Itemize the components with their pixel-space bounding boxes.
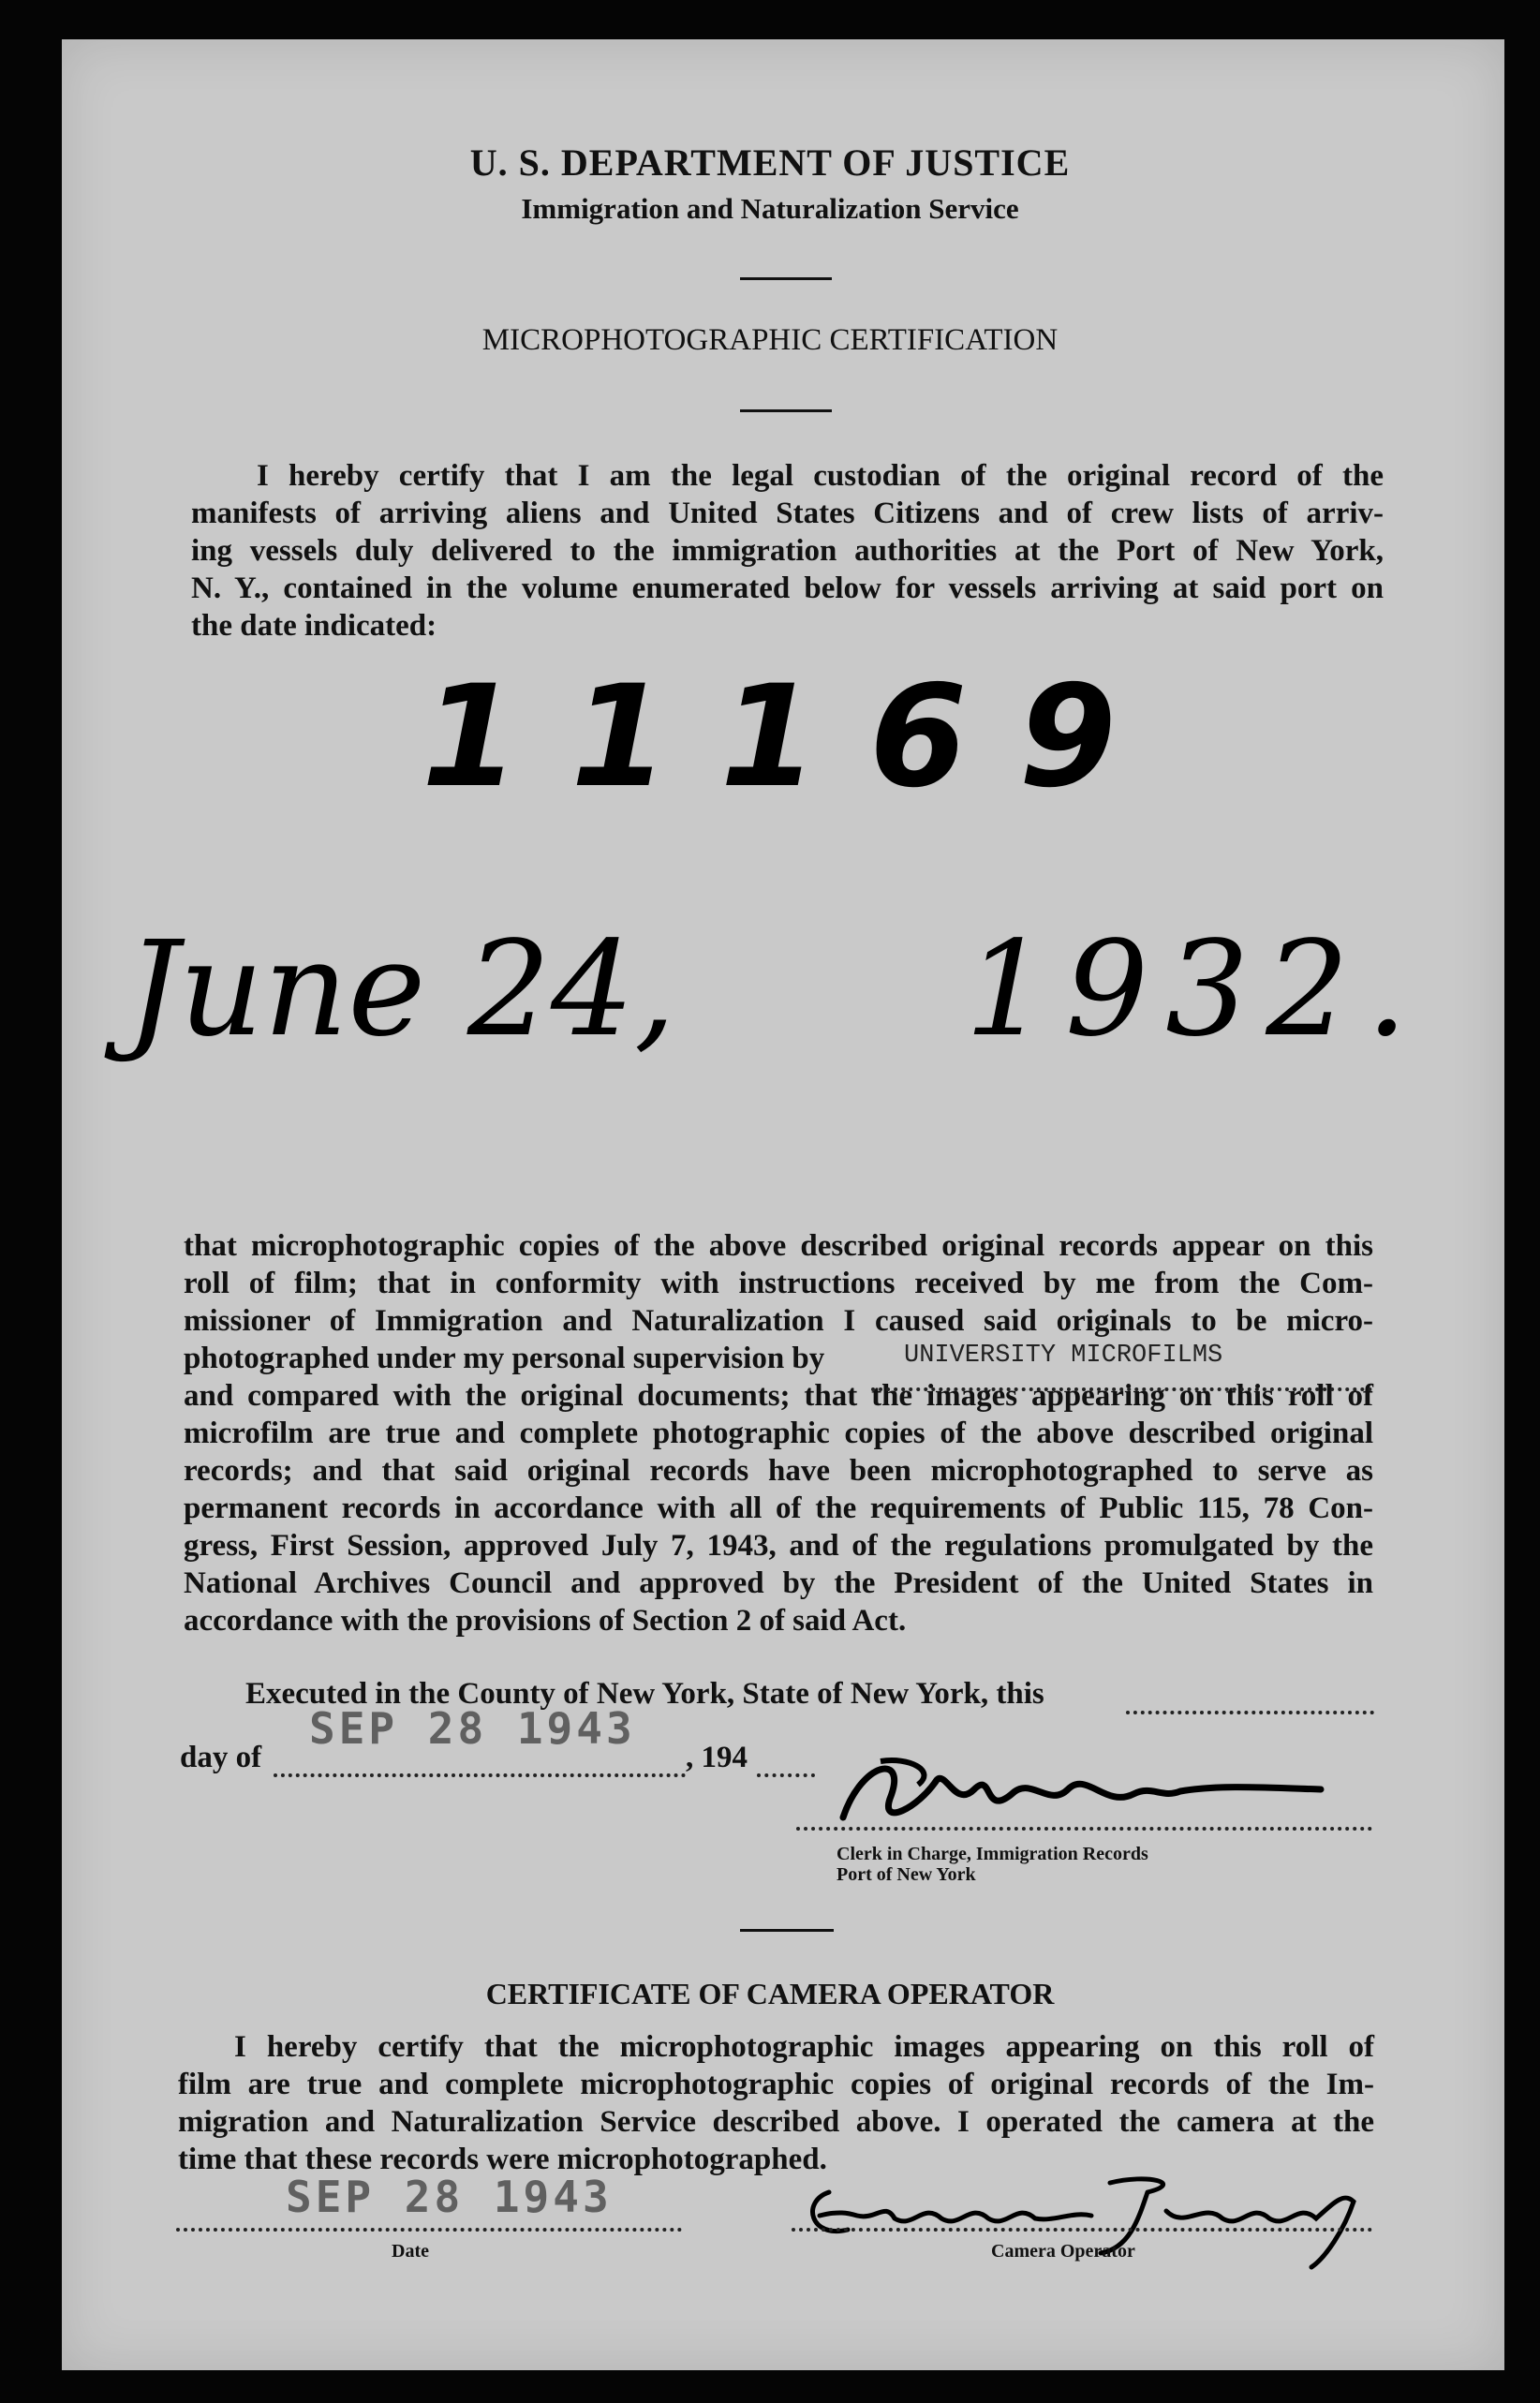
divider-bottom	[740, 1929, 834, 1932]
body-line: missioner of Immigration and Naturalization I caused said originals to be micro-	[184, 1304, 1373, 1338]
executed-dotted-line	[1126, 1711, 1374, 1714]
day-dotted-line	[274, 1773, 686, 1777]
date-label: Date	[392, 2241, 429, 2262]
intro-line: N. Y., contained in the volume enumerated below for vessels arriving at said port on	[191, 571, 1384, 605]
camera-paragraph	[178, 2028, 1374, 2178]
department-title: U. S. DEPARTMENT OF JUSTICE	[469, 141, 1071, 184]
signer-title-line1: Clerk in Charge, Immigration Records	[837, 1844, 1148, 1864]
supervision-dotted-line	[871, 1387, 1372, 1391]
camera-heading: CERTIFICATE OF CAMERA OPERATOR	[485, 1977, 1055, 2010]
divider-middle	[740, 409, 832, 412]
intro-line: manifests of arriving aliens and United States Citizens and of crew lists of arriv-	[191, 497, 1384, 530]
executed-text: Executed in the County of New York, State of New York, this	[245, 1677, 1044, 1711]
body-line: and compared with the original documents; that the images appearing on this roll of	[184, 1379, 1373, 1413]
body-line: microfilm are true and complete photographic copies of the above described original	[184, 1417, 1373, 1450]
body-line: records; and that said original records have been microphotographed to serve as	[184, 1454, 1373, 1488]
certificate-sheet	[62, 39, 1504, 2370]
divider-top	[740, 277, 832, 280]
camera-operator-label: Camera Operator	[991, 2241, 1135, 2262]
body-line: permanent records in accordance with all of the requirements of Public 115, 78 Con-	[184, 1491, 1373, 1525]
year-dotted-line	[757, 1773, 815, 1777]
typed-company-name: UNIVERSITY MICROFILMS	[904, 1342, 1223, 1370]
camera-line: time that these records were microphotographed.	[178, 2143, 827, 2176]
clerk-signature-line	[796, 1827, 1372, 1831]
handwritten-date-year: 1932.	[965, 913, 1425, 1066]
camera-date-line	[176, 2228, 682, 2232]
day-of-label: day of	[180, 1741, 262, 1774]
body-line: accordance with the provisions of Section 2 of said Act.	[184, 1604, 907, 1638]
date-stamp-execution: SEP 28 1943	[309, 1703, 636, 1754]
intro-line: I hereby certify that I am the legal custodian of the original record of the	[257, 459, 1384, 493]
service-subtitle: Immigration and Naturalization Service	[521, 192, 1019, 225]
signer-title-line2: Port of New York	[837, 1864, 976, 1885]
date-stamp-camera: SEP 28 1943	[286, 2172, 613, 2222]
body-line: roll of film; that in conformity with instructions received by me from the Com-	[184, 1267, 1373, 1300]
certification-heading: MICROPHOTOGRAPHIC CERTIFICATION	[481, 323, 1059, 357]
body-line: gress, First Session, approved July 7, 1943, and of the regulations promulgated by the	[184, 1529, 1373, 1563]
year-label: , 194	[686, 1741, 748, 1774]
body-paragraph	[184, 1227, 1373, 1639]
camera-line: migration and Naturalization Service described above. I operated the camera at the	[178, 2105, 1374, 2139]
intro-paragraph	[191, 457, 1384, 645]
body-line: National Archives Council and approved by the President of the United States in	[184, 1566, 1373, 1600]
body-line: that microphotographic copies of the above described original records appear on this	[184, 1229, 1373, 1263]
handwritten-volume-number: 11169	[422, 656, 1168, 819]
camera-line: I hereby certify that the microphotographic images appearing on this roll of	[234, 2030, 1374, 2064]
handwritten-date-month-day: June 24,	[126, 913, 676, 1066]
intro-line: ing vessels duly delivered to the immigration authorities at the Port of New York,	[191, 534, 1384, 568]
signer-title	[837, 1844, 1148, 1885]
camera-operator-line	[792, 2228, 1372, 2232]
intro-line: the date indicated:	[191, 609, 437, 643]
body-line: photographed under my personal supervision by	[184, 1342, 825, 1375]
camera-line: film are true and complete microphotographic copies of original records of the Im-	[178, 2068, 1374, 2101]
